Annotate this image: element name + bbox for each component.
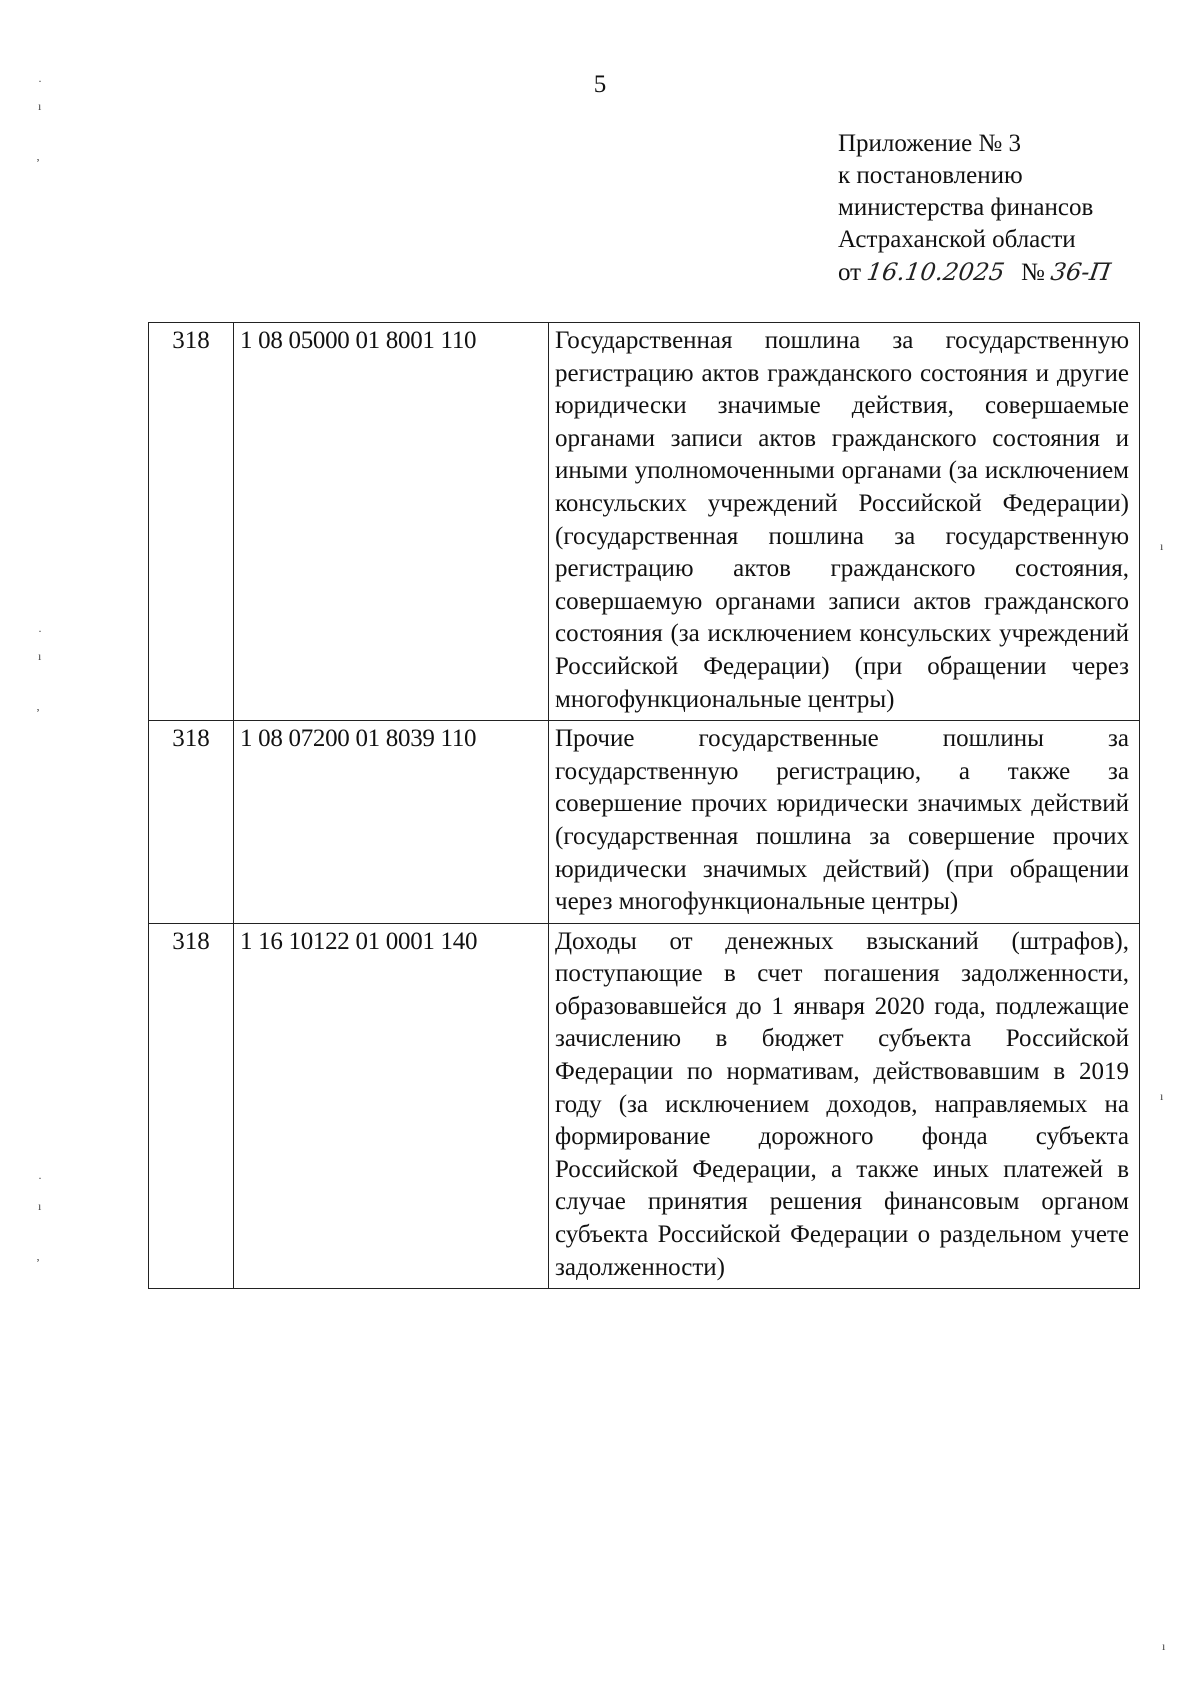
scan-artifact: ·	[38, 624, 42, 638]
scan-artifact: ı	[38, 1199, 42, 1213]
page-number: 5	[593, 71, 607, 98]
scan-artifact: ·	[38, 1171, 42, 1185]
scan-artifact: ‚	[36, 699, 40, 713]
scan-artifact: ‚	[36, 149, 40, 163]
kbk-code-cell: 1 16 10122 01 0001 140	[234, 923, 549, 1289]
scan-artifact: ı	[1160, 539, 1164, 553]
scan-artifact: ı	[38, 649, 42, 663]
handwritten-number: 36-П	[1049, 258, 1113, 286]
table-row	[149, 923, 1140, 1289]
handwritten-date: 16.10.2025	[865, 258, 1007, 286]
admin-code-cell: 318	[149, 721, 234, 924]
annex-ministry-line: министерства финансов	[838, 194, 1094, 221]
annex-region-line: Астраханской области	[838, 226, 1076, 253]
description-cell: Доходы от денежных взысканий (штрафов), поступающие в счет погашения задолженности, образовавшейся до 1 января 2020 года, подлежащие зачислению в бюджет субъекта Российской Федерации по нормативам, действовавшим в 2019 году (за исключением доходов, направляемых на формирование дорожного фонда субъекта Российской Федерации, а также иных платежей в случае принятия решения финансовым органом субъекта Российской Федерации о раздельном учете задолженности)	[549, 923, 1140, 1289]
scan-artifact: ı	[38, 99, 42, 113]
annex-header	[838, 128, 1168, 289]
kbk-code-cell: 1 08 05000 01 8001 110	[234, 323, 549, 721]
date-prefix: от	[838, 259, 862, 286]
table-row	[149, 323, 1140, 721]
table-row	[149, 721, 1140, 924]
scan-artifact: ‚	[36, 1249, 40, 1263]
admin-code-cell: 318	[149, 323, 234, 721]
scan-artifact: ı	[1162, 1639, 1166, 1653]
description-cell: Государственная пошлина за государственную регистрацию актов гражданского состояния и другие юридически значимые действия, совершаемые органами записи актов гражданского состояния и иными уполномоченными органами (за исключением консульских учреждений Российской Федерации) (государственная пошлина за государственную регистрацию актов гражданского состояния, совершаемую органами записи актов гражданского состояния (за исключением консульских учреждений Российской Федерации) (при обращении через многофункциональные центры)	[549, 323, 1140, 721]
annex-title: Приложение № 3	[838, 130, 1022, 157]
scan-artifact: ı	[1160, 1089, 1164, 1103]
scan-artifact: ·	[38, 74, 42, 88]
annex-date-line	[838, 256, 1168, 289]
annex-resolution-line: к постановлению	[838, 162, 1023, 189]
budget-codes-table	[148, 322, 1140, 1289]
admin-code-cell: 318	[149, 923, 234, 1289]
number-prefix: №	[1021, 259, 1045, 286]
kbk-code-cell: 1 08 07200 01 8039 110	[234, 721, 549, 924]
description-cell: Прочие государственные пошлины за государственную регистрацию, а также за совершение прочих юридически значимых действий (государственная пошлина за совершение прочих юридически значимых действий) (при обращении через многофункциональные центры)	[549, 721, 1140, 924]
